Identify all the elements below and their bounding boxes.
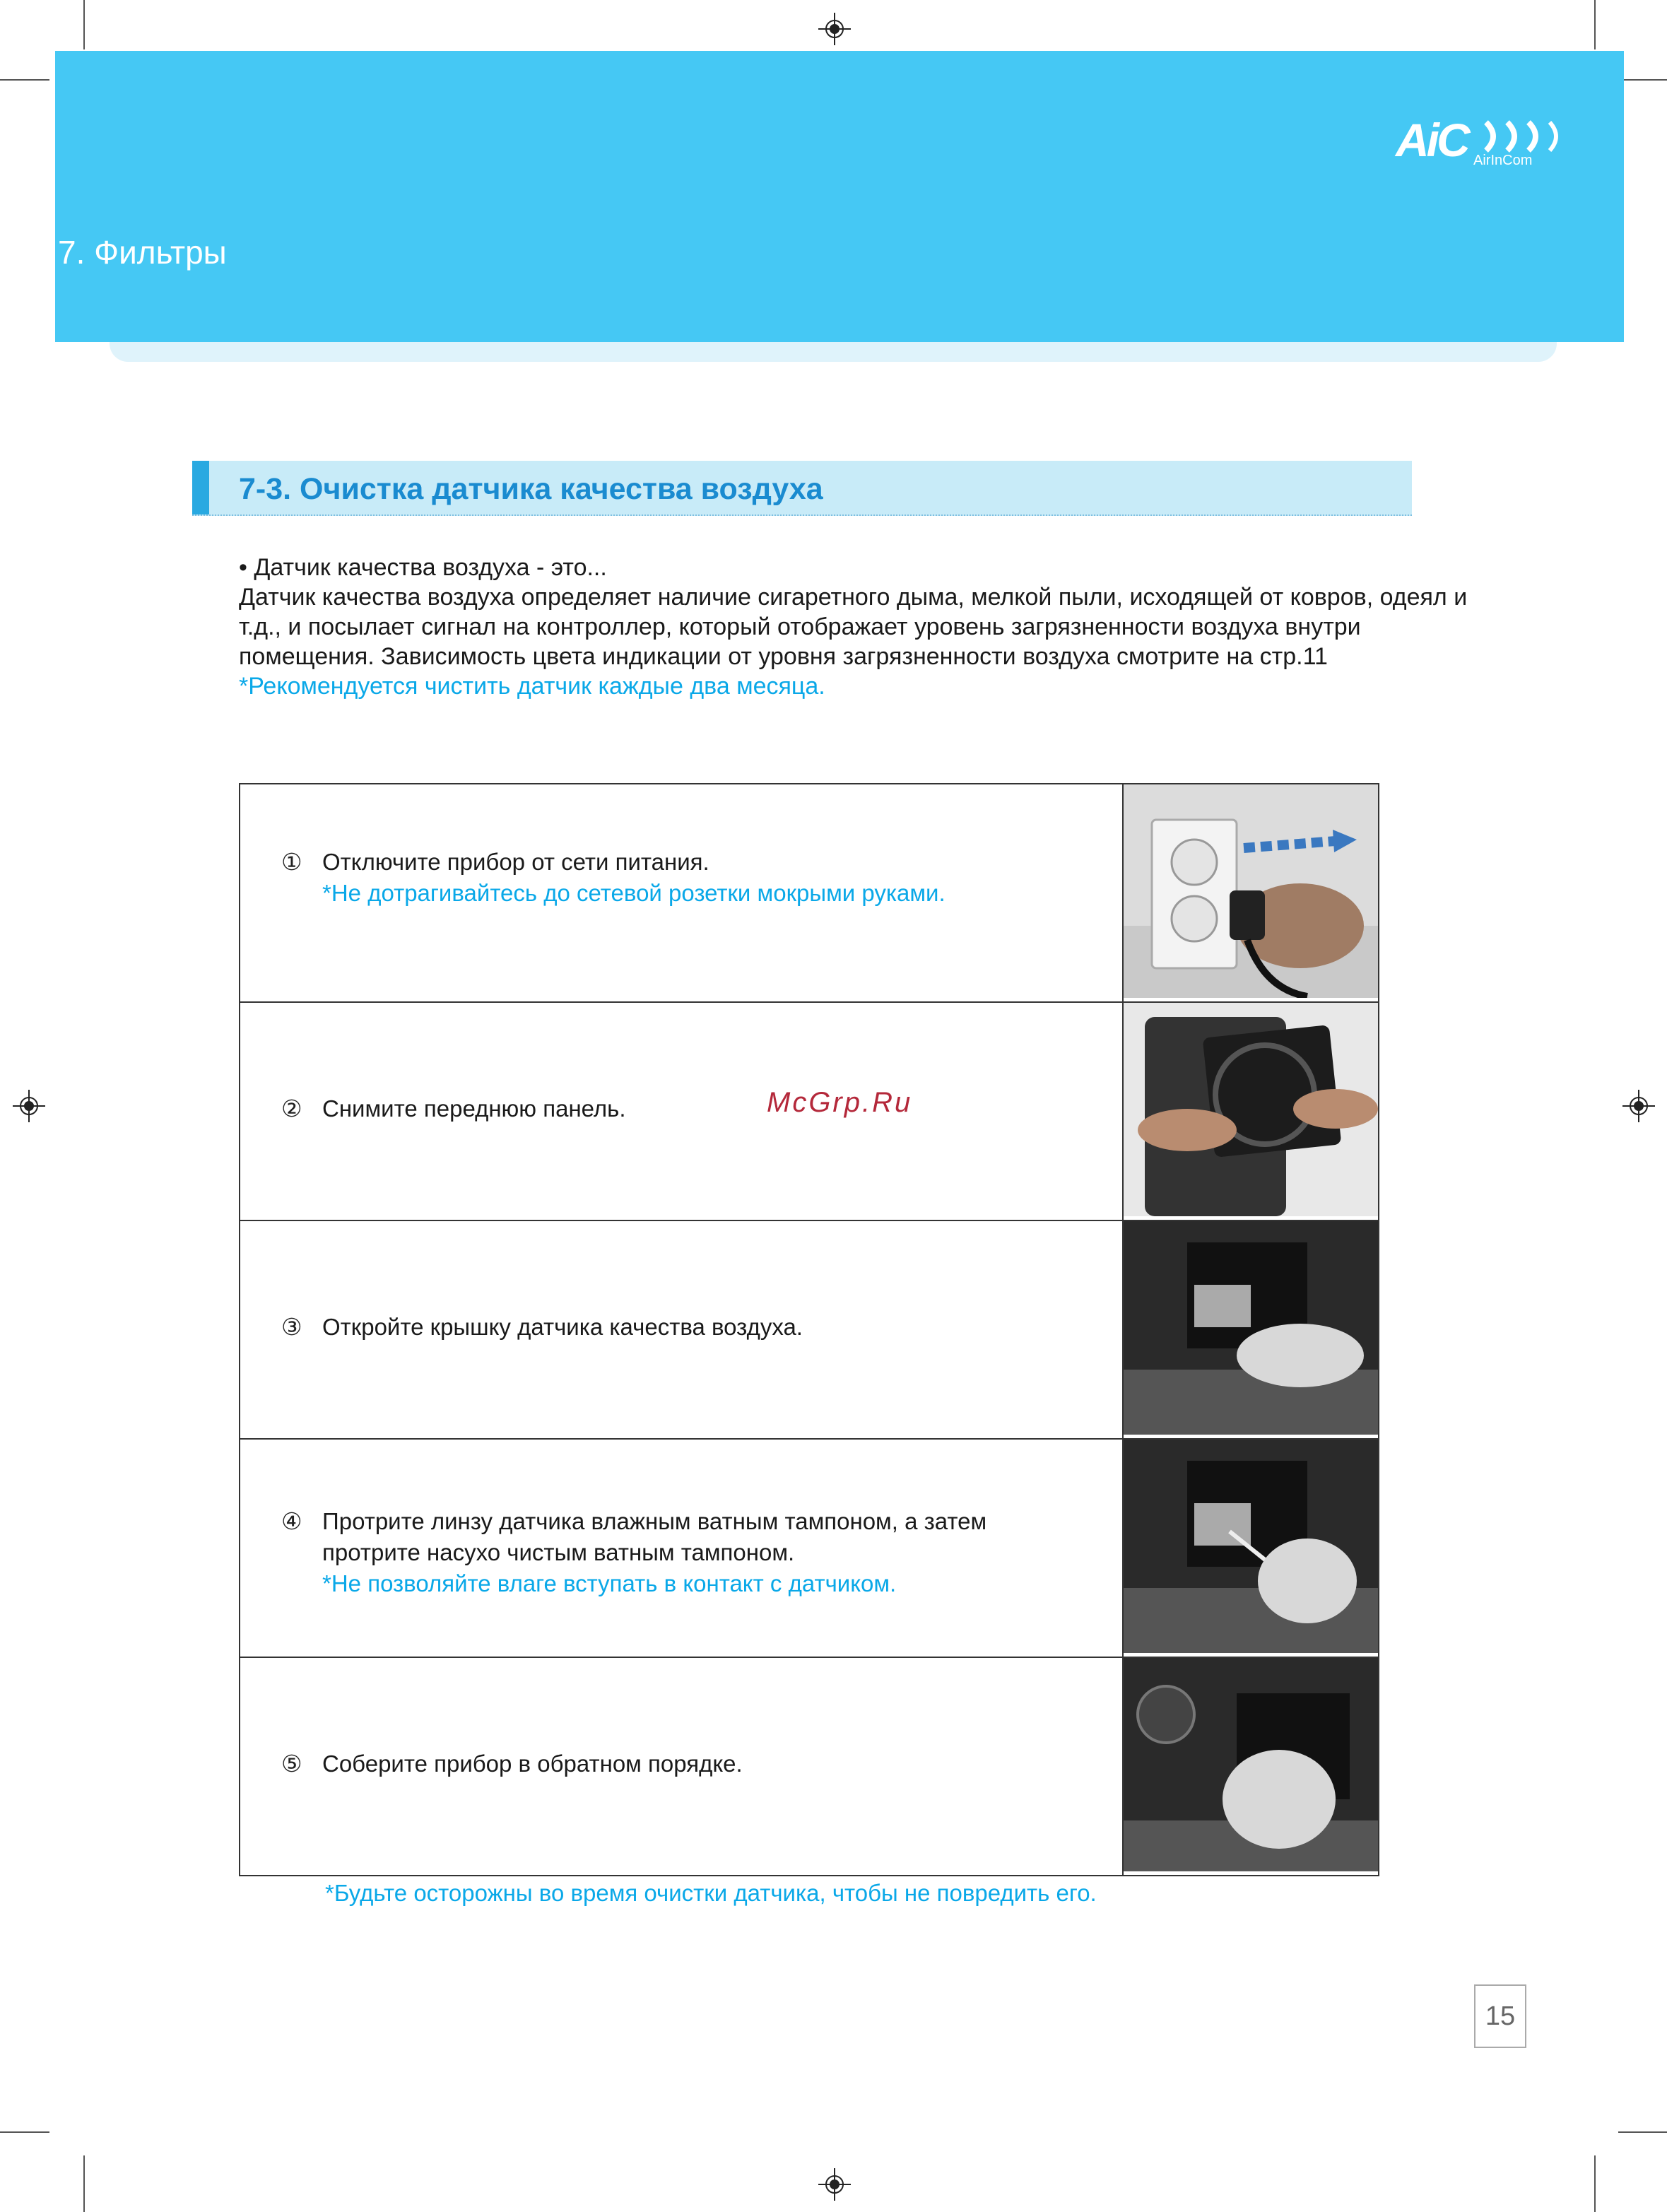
step-text-cell (240, 784, 1123, 1002)
table-row (240, 784, 1379, 1002)
step-text: Снимите переднюю панель. (322, 1095, 626, 1122)
registration-mark-icon (818, 13, 851, 45)
step-number: ① (281, 849, 302, 875)
step-image-cell (1123, 1002, 1379, 1220)
crop-mark (1594, 0, 1596, 49)
table-row (240, 1439, 1379, 1657)
step-5 (281, 1748, 743, 1779)
crop-mark (83, 0, 85, 49)
steps-table (239, 783, 1379, 1876)
front-panel-photo (1124, 1003, 1378, 1216)
header-strip (110, 342, 1557, 362)
section-accent-bar (192, 461, 209, 514)
logo-mark: AiC (1396, 114, 1468, 166)
reassemble-photo (1124, 1658, 1378, 1871)
crop-mark (1618, 79, 1667, 81)
section-title: 7-3. Очистка датчика качества воздуха (239, 472, 823, 506)
step-text: Откройте крышку датчика качества воздуха. (322, 1314, 803, 1340)
registration-mark-icon (818, 2168, 851, 2201)
crop-mark (0, 79, 49, 81)
step-text: Соберите прибор в обратном порядке. (322, 1751, 743, 1777)
step-1 (281, 847, 946, 909)
chapter-header (55, 51, 1624, 342)
sensor-cover-photo (1124, 1221, 1378, 1435)
chapter-title: 7. Фильтры (58, 234, 227, 271)
step-number: ⑤ (281, 1751, 302, 1777)
step-image-cell (1123, 784, 1379, 1002)
step-number: ② (281, 1095, 302, 1122)
table-row (240, 1220, 1379, 1439)
footnote: *Будьте осторожны во время очистки датчика, чтобы не повредить его. (325, 1880, 1097, 1906)
intro-note: *Рекомендуется чистить датчик каждые два месяца. (239, 673, 825, 700)
wave-icon (1479, 119, 1564, 154)
step-3 (281, 1312, 803, 1343)
step-text-cell (240, 1002, 1123, 1220)
intro-body: Датчик качества воздуха определяет наличие сигаретного дыма, мелкой пыли, исходящей от ковров, одеял и т.д., и посылает сигнал на контроллер, который отображает уровень загрязненности воздуха внутри помещения. Зависимость цвета индикации от уровня загрязненности воздуха смотрите на стр.11 (239, 584, 1468, 670)
table-row (240, 1657, 1379, 1876)
step-4 (281, 1506, 1071, 1599)
intro-text (239, 553, 1483, 701)
step-note: *Не позволяйте влаге вступать в контакт с датчиком. (322, 1570, 897, 1596)
step-number: ③ (281, 1314, 302, 1340)
registration-mark-icon (13, 1090, 45, 1122)
step-image-cell (1123, 1439, 1379, 1657)
crop-mark (0, 2131, 49, 2133)
step-text-cell (240, 1220, 1123, 1439)
section-heading (192, 461, 1412, 516)
crop-mark (1618, 2131, 1667, 2133)
step-text: Отключите прибор от сети питания. (322, 849, 709, 875)
page-number: 15 (1474, 1984, 1526, 2048)
step-image-cell (1123, 1220, 1379, 1439)
crop-mark (1594, 2155, 1596, 2212)
step-text-cell (240, 1439, 1123, 1657)
logo-name: AirInCom (1473, 153, 1533, 168)
registration-mark-icon (1622, 1090, 1655, 1122)
step-text-cell (240, 1657, 1123, 1876)
unplug-photo (1124, 784, 1378, 998)
step-number: ④ (281, 1508, 302, 1534)
step-image-cell (1123, 1657, 1379, 1876)
step-text: Протрите линзу датчика влажным ватным тампоном, а затем протрите насухо чистым ватным тампоном. (322, 1508, 987, 1565)
intro-bullet: • Датчик качества воздуха - это... (239, 554, 607, 581)
step-2 (281, 1093, 626, 1124)
brand-logo (1396, 113, 1565, 177)
step-note: *Не дотрагивайтесь до сетевой розетки мокрыми руками. (322, 880, 946, 906)
wipe-lens-photo (1124, 1440, 1378, 1653)
crop-mark (83, 2155, 85, 2212)
watermark: McGrp.Ru (767, 1087, 913, 1118)
